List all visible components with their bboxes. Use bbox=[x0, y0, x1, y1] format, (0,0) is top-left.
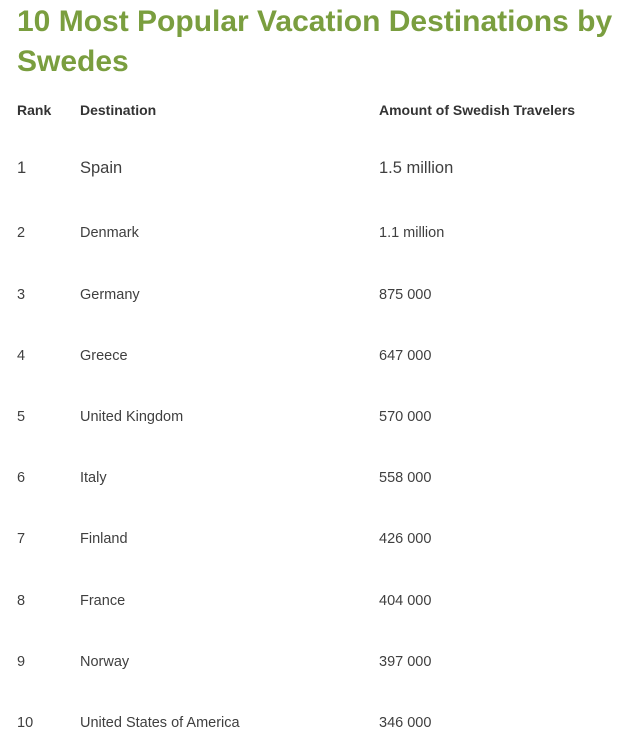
row-destination: Germany bbox=[80, 287, 140, 303]
row-amount: 875 000 bbox=[379, 287, 432, 303]
table-row bbox=[0, 222, 633, 244]
row-amount: 426 000 bbox=[379, 531, 432, 547]
row-rank: 9 bbox=[17, 654, 26, 670]
header-destination: Destination bbox=[80, 102, 157, 118]
row-destination: Greece bbox=[80, 348, 128, 364]
row-destination: Spain bbox=[80, 159, 123, 177]
table-row bbox=[0, 406, 633, 428]
row-amount: 558 000 bbox=[379, 470, 432, 486]
table-row bbox=[0, 284, 633, 306]
row-amount: 647 000 bbox=[379, 348, 432, 364]
table-header bbox=[0, 100, 633, 120]
row-rank: 10 bbox=[17, 715, 34, 731]
row-destination: Norway bbox=[80, 654, 130, 670]
row-amount: 1.5 million bbox=[379, 159, 454, 177]
row-rank: 8 bbox=[17, 593, 26, 609]
header-amount: Amount of Swedish Travelers bbox=[379, 102, 576, 118]
table-row bbox=[0, 157, 633, 179]
row-rank: 5 bbox=[17, 409, 26, 425]
table-row bbox=[0, 345, 633, 367]
row-amount: 570 000 bbox=[379, 409, 432, 425]
table-row bbox=[0, 651, 633, 673]
table-row bbox=[0, 590, 633, 612]
row-amount: 346 000 bbox=[379, 715, 432, 731]
row-destination: United Kingdom bbox=[80, 409, 184, 425]
row-rank: 7 bbox=[17, 531, 26, 547]
row-rank: 2 bbox=[17, 225, 26, 241]
row-amount: 1.1 million bbox=[379, 225, 445, 241]
row-destination: United States of America bbox=[80, 715, 240, 731]
row-rank: 1 bbox=[17, 159, 27, 177]
row-rank: 3 bbox=[17, 287, 26, 303]
row-rank: 6 bbox=[17, 470, 26, 486]
table-row bbox=[0, 712, 633, 734]
row-amount: 404 000 bbox=[379, 593, 432, 609]
row-destination: Italy bbox=[80, 470, 107, 486]
table-row bbox=[0, 467, 633, 489]
row-destination: Finland bbox=[80, 531, 128, 547]
row-rank: 4 bbox=[17, 348, 26, 364]
row-destination: France bbox=[80, 593, 126, 609]
row-amount: 397 000 bbox=[379, 654, 432, 670]
header-rank: Rank bbox=[17, 102, 52, 118]
table-row bbox=[0, 528, 633, 550]
row-destination: Denmark bbox=[80, 225, 139, 241]
page-title: 10 Most Popular Vacation Destinations by Swedes bbox=[17, 5, 613, 78]
